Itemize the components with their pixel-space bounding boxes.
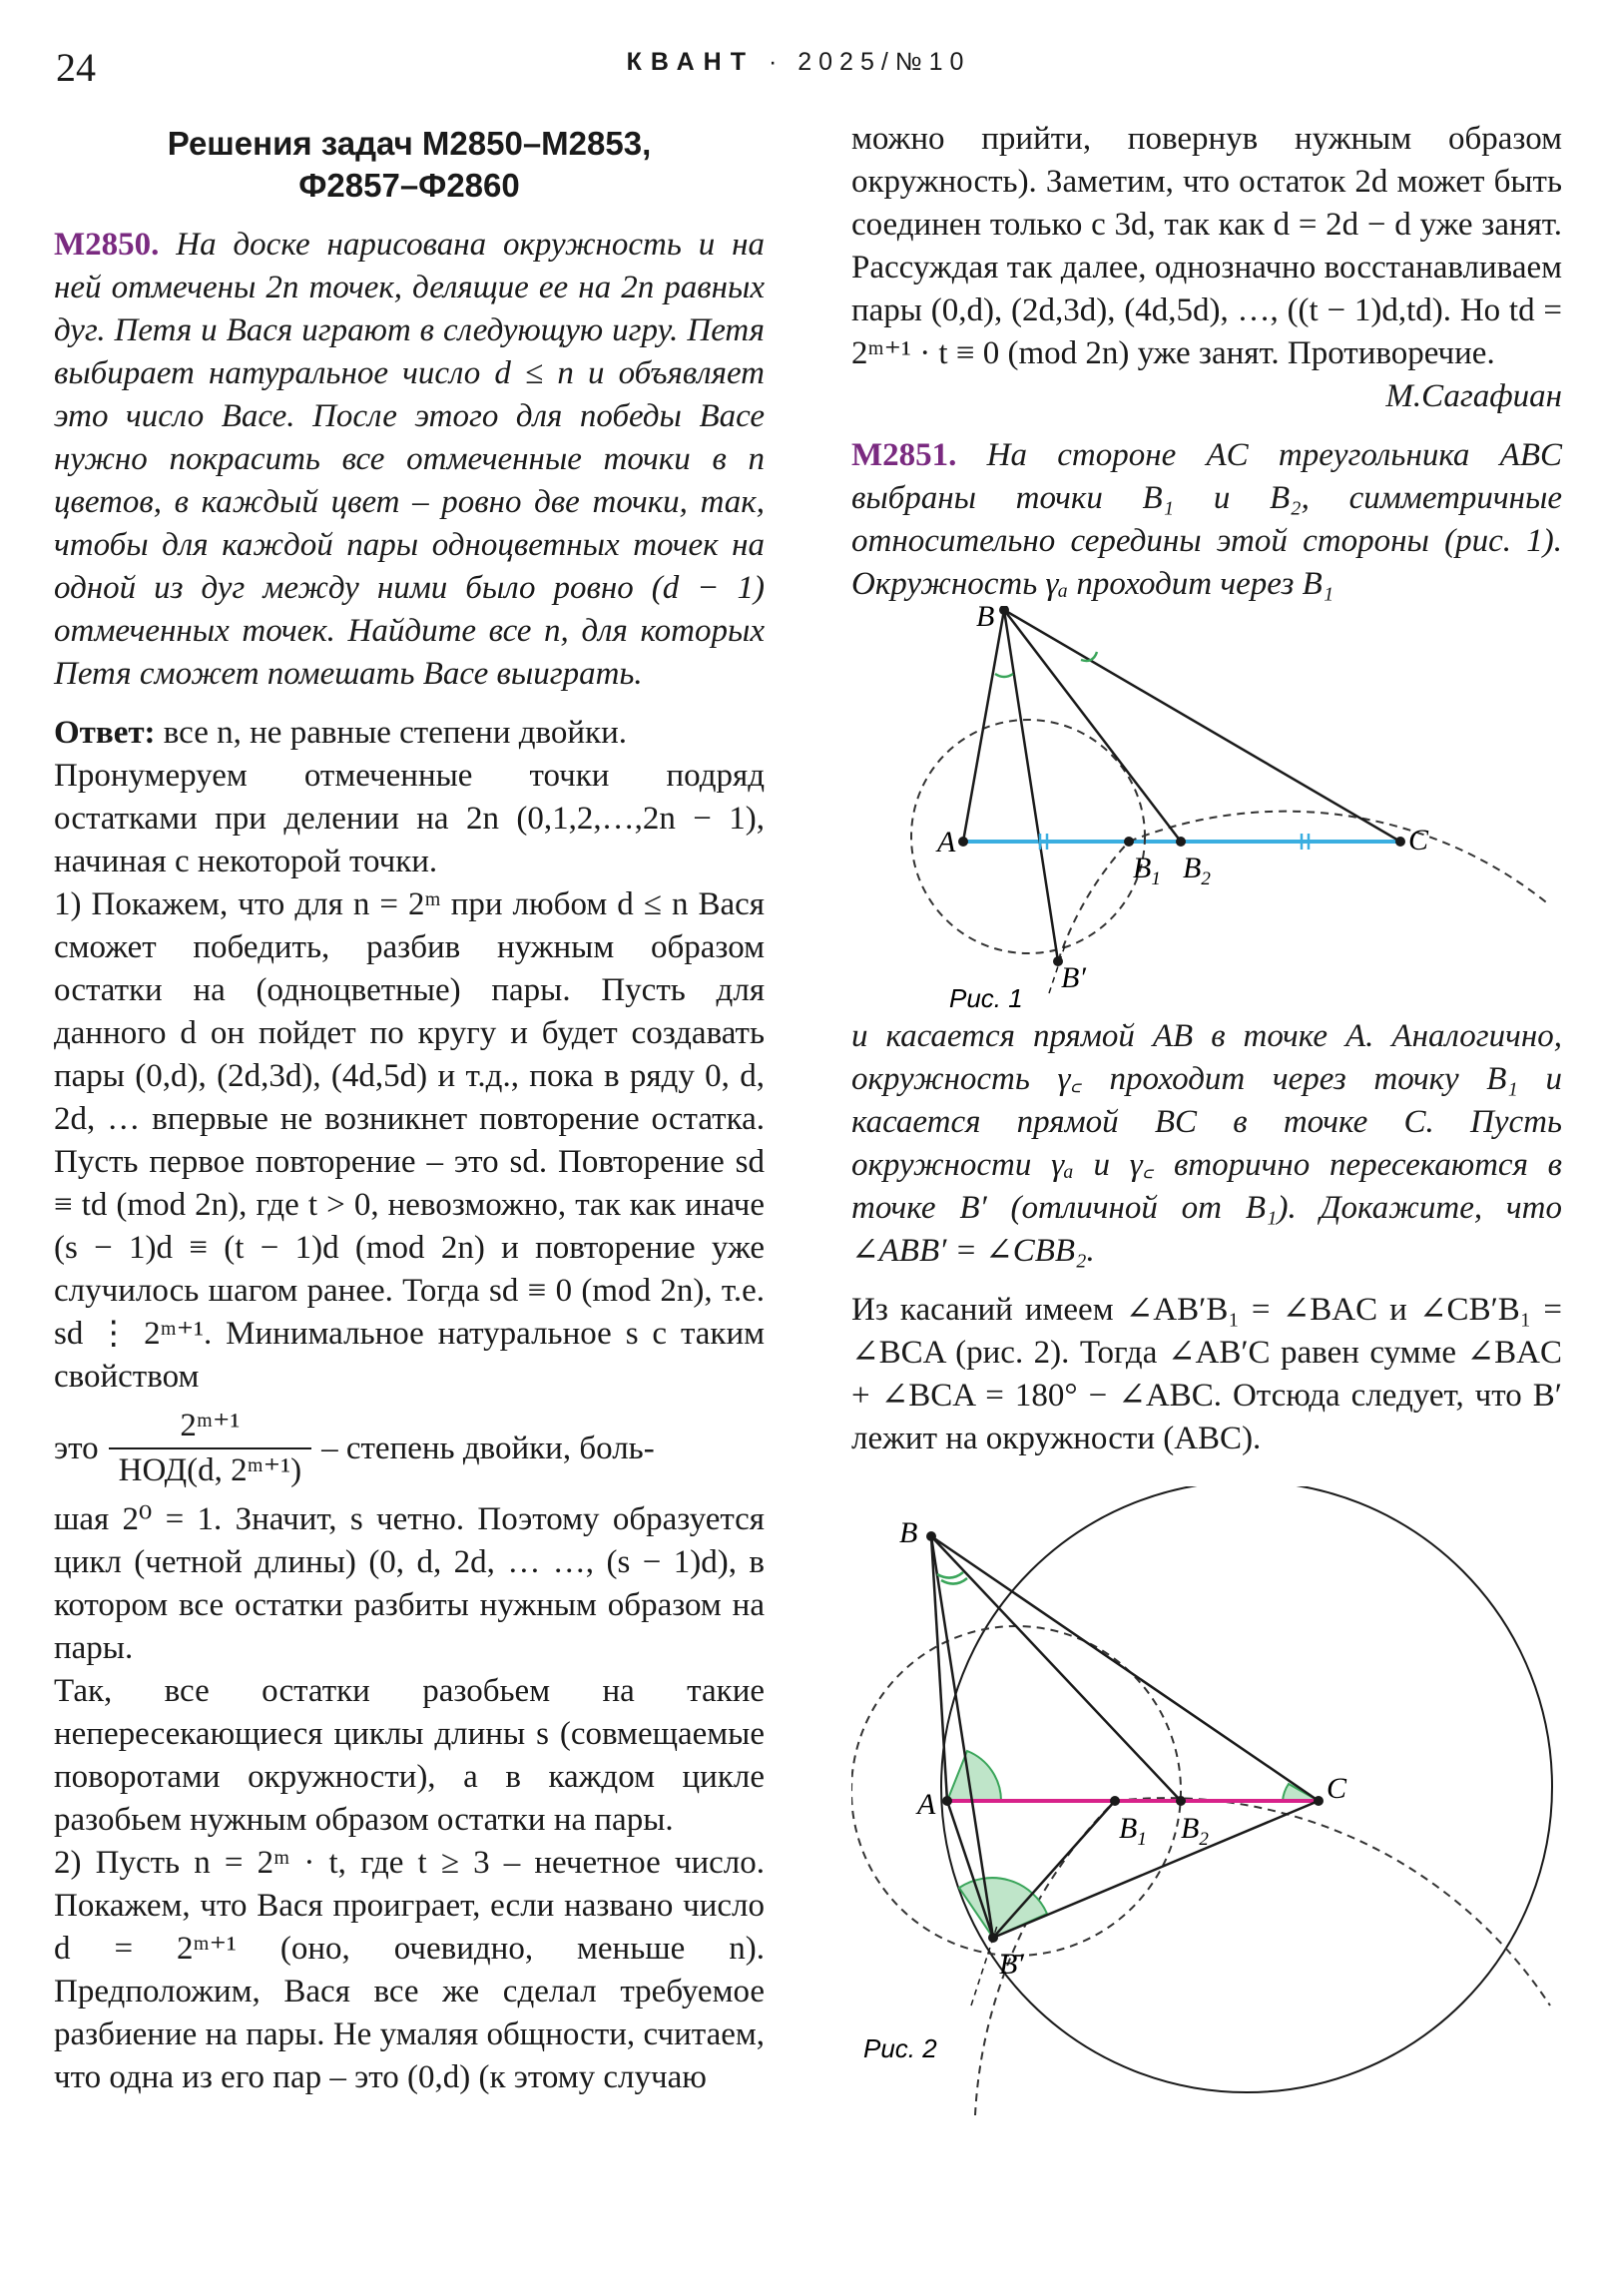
- problem-statement: На стороне AC треугольника ABC выбраны точки B₁ и B₂, симметричные относительно середины этой стороны (рис. 1). Окружность γₐ проходит через B₁: [851, 437, 1562, 602]
- fraction-suffix: – степень двойки, боль-: [321, 1430, 655, 1466]
- problem-m2850: [54, 224, 765, 696]
- label-b2: $B_2$: [1183, 852, 1211, 889]
- label-bprime: B′: [1061, 961, 1086, 994]
- fraction-prefix: это: [54, 1430, 99, 1466]
- heading-line-2: Ф2857–Ф2860: [298, 167, 520, 204]
- label-c: C: [1408, 824, 1429, 857]
- label-a: A: [937, 826, 956, 859]
- line-bbp: [1004, 610, 1058, 961]
- label-b1: $B_1$: [1119, 1812, 1147, 1850]
- fraction-numerator: 2ᵐ⁺¹: [180, 1408, 241, 1443]
- line-bbp: [931, 1536, 993, 1938]
- angle-mark-cbb2: [941, 1578, 967, 1584]
- side-ab: [963, 610, 1004, 842]
- label-bprime: B′: [999, 1948, 1024, 1981]
- solution-paragraph: Так, все остатки разобьем на такие непересекающиеся циклы длины s (совмещаемые поворотами окружности), а в каждом цикле разобьем нужным образом остатки на пары.: [54, 1673, 765, 1838]
- line-bb2: [1004, 610, 1181, 842]
- answer-label: Ответ:: [54, 715, 156, 751]
- problem-number: М2851.: [851, 437, 957, 473]
- circle-gamma-c-arc: [1058, 842, 1129, 961]
- figure-1: [851, 606, 1562, 1015]
- figure-2: [851, 1486, 1562, 2125]
- fraction-line: [54, 1405, 765, 1492]
- points: [958, 606, 1405, 966]
- problem-m2851: [851, 434, 1562, 606]
- angle-fill-a: [947, 1751, 1001, 1801]
- solution-paragraph: можно прийти, повернув нужным образом окружность). Заметим, что остаток 2d может быть соединен только с 3d, так как d = 2d − d уже занят. Рассуждая так далее, однозначно восстанавливаем пары (0,d), (2d,3d), (4d,5d), …, ((t − 1)d,td). Но td = 2ᵐ⁺¹ · t ≡ 0 (mod 2n) уже занят. Противоречие.: [851, 121, 1562, 371]
- answer-text: все n, не равные степени двойки.: [163, 715, 627, 751]
- problem-statement: На доске нарисована окружность и на ней отмечены 2n точек, делящие ее на 2n равных дуг. Петя и Вася играют в следующую игру. Петя выбирает натуральное число d ≤ n и объявляет это число Васе. После этого для победы Васе нужно покрасить все отмеченные точки в n цветов, в каждый цвет – ровно две точки, так, чтобы для каждой пары одноцветных точек на одной из дуг между ними было ровно (d − 1) отмеченных точек. Найдите все n, для которых Петя сможет помешать Васе выиграть.: [54, 227, 765, 692]
- solution-paragraph: 2) Пусть n = 2ᵐ · t, где t ≥ 3 – нечетное число. Покажем, что Вася проиграет, если названо число d = 2ᵐ⁺¹ (оно, очевидно, меньше n). Предположим, Вася все же сделал требуемое разбиение на пары. Не умаляя общности, считаем, что одна из его пар – это (0,d) (к этому случаю: [54, 1845, 765, 2095]
- label-b: B: [899, 1516, 918, 1549]
- line-bpb1: [993, 1801, 1115, 1938]
- angle-fill-bprime: [959, 1878, 1047, 1938]
- section-heading: [54, 123, 765, 207]
- circumcircle-abc: [941, 1486, 1552, 2092]
- label-b2: $B_2$: [1181, 1812, 1209, 1850]
- problem-number: М2850.: [54, 227, 160, 263]
- solution-paragraph: шая 2⁰ = 1. Значит, s четно. Поэтому образуется цикл (четной длины) (0, d, 2d, … …, (s − 1)d), в котором все остатки разбиты нужным образом на пары.: [54, 1501, 765, 1666]
- label-b: B: [976, 606, 995, 633]
- running-head: [0, 48, 1597, 77]
- angle-mark-abbp: [937, 1572, 963, 1578]
- figure-2-caption: Рис. 2: [863, 2033, 937, 2063]
- header-separator: ·: [768, 48, 785, 76]
- figure-1-caption: Рис. 1: [949, 983, 1023, 1013]
- problem-m2851-continued: и касается прямой AB в точке A. Аналогично, окружность γ꜀ проходит через точку B₁ и касается прямой BC в точке C. Пусть окружности γₐ и γ꜀ вторично пересекаются в точке B′ (отличной от B₁). Докажите, что ∠ABB′ = ∠CBB₂.: [851, 1018, 1562, 1269]
- page-number: 24: [56, 45, 96, 90]
- label-b1: $B_1$: [1133, 852, 1161, 889]
- solution-paragraph: Из касаний имеем ∠AB′B₁ = ∠BAC и ∠CB′B₁ = ∠BCA (рис. 2). Тогда ∠AB′C равен сумме ∠BAC + ∠BCA = 180° − ∠ABC. Отсюда следует, что B′ лежит на окружности (ABC).: [851, 1292, 1562, 1456]
- label-a: A: [917, 1788, 936, 1821]
- fraction: [109, 1405, 311, 1492]
- line-bpc: [993, 1801, 1319, 1938]
- circle-gamma-c-arc: [975, 1801, 1115, 2115]
- issue-number: 2025/№10: [798, 48, 971, 76]
- label-c: C: [1327, 1772, 1347, 1805]
- fraction-denominator: НОД(d, 2ᵐ⁺¹): [109, 1447, 311, 1492]
- heading-line-1: Решения задач М2850–М2853,: [167, 125, 652, 162]
- angle-mark-abbp: [995, 674, 1013, 677]
- side-bc: [931, 1536, 1319, 1801]
- side-bc: [1004, 610, 1400, 842]
- right-column: [851, 118, 1562, 2125]
- answer: [54, 712, 765, 755]
- solution-paragraph: Пронумеруем отмеченные точки подряд остатками при делении на 2n (0,1,2,…,2n − 1), начиная с некоторой точки.: [54, 758, 765, 879]
- author-signature: М.Сагафиан: [1385, 378, 1562, 414]
- journal-title: КВАНТ: [626, 48, 756, 76]
- left-column: [54, 118, 765, 2099]
- solution-paragraph: 1) Покажем, что для n = 2ᵐ при любом d ≤ n Вася сможет победить, разбив нужным образом остатки на (одноцветные) пары. Пусть для данного d он пойдет по кругу и будет создавать пары (0,d), (2d,3d), (4d,5d) и т.д., пока в ряду 0, d, 2d, … впервые не возникнет повторение остатка. Пусть первое повторение – это sd. Повторение sd ≡ td (mod 2n), где t > 0, невозможно, так как иначе (s − 1)d ≡ (t − 1)d (mod 2n) и повторение уже случилось шагом ранее. Тогда sd ≡ 0 (mod 2n), т.е. sd ⋮ 2ᵐ⁺¹. Минимальное натуральное s с таким свойством: [54, 886, 765, 1395]
